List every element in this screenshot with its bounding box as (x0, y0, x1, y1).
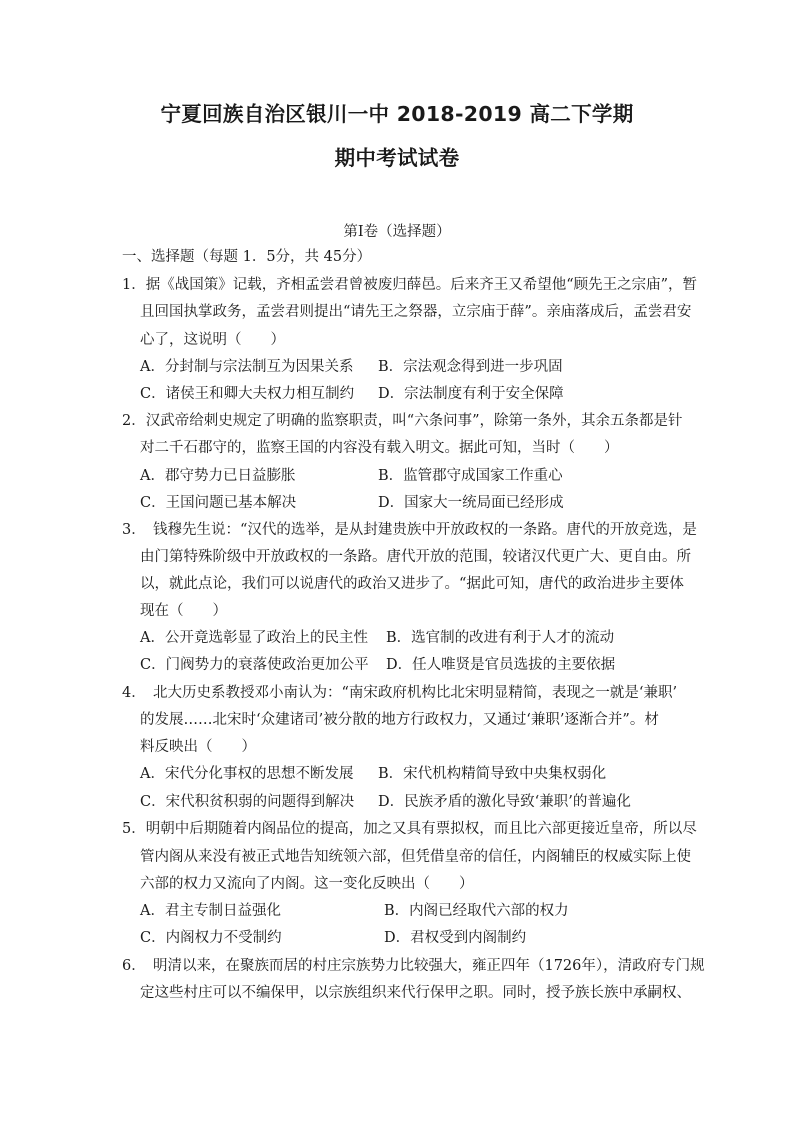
question-stem-line: 料反映出（ ） (140, 739, 256, 755)
option-b: B．选官制的改进有利于人才的流动 (386, 630, 615, 646)
question-stem-line: 的发展……北宋时‘众建诸司’被分散的地方行政权力，又通过‘兼职’逐渐合并”。材 (140, 712, 659, 728)
option-d: D．国家大一统局面已经形成 (378, 495, 564, 511)
option-d: D．任人唯贤是官员选拔的主要依据 (386, 657, 616, 673)
question-stem-line: 且回国执掌政务，孟尝君则提出“请先王之祭器，立宗庙于薛”。亲庙落成后，孟尝君安 (140, 304, 692, 320)
question-stem-line: 现在（ ） (140, 603, 227, 619)
option-b: B．宋代机构精简导致中央集权弱化 (378, 766, 607, 782)
option-d: D．君权受到内阁制约 (384, 930, 527, 946)
question-stem-line: 管内阁从来没有被正式地告知统领六部，但凭借皇帝的信任，内阁辅臣的权威实际上使 (140, 849, 691, 865)
question-stem-line: 对二千石郡守的，监察王国的内容没有载入明文。据此可知，当时（ ） (140, 440, 619, 456)
option-c: C．门阀势力的衰落使政治更加公平 (140, 657, 369, 673)
option-c: C．内阁权力不受制约 (140, 930, 282, 946)
option-c: C．诸侯王和卿大夫权力相互制约 (140, 386, 355, 402)
question-stem-line: 4． 北大历史系教授邓小南认为：“南宋政府机构比北宋明显精简，表现之一就是‘兼职’ (122, 685, 678, 701)
question-stem-line: 由门第特殊阶级中开放政权的一条路。唐代开放的范围，较诸汉代更广大、更自由。所 (140, 549, 691, 565)
option-c: C．宋代积贫积弱的问题得到解决 (140, 794, 355, 810)
option-d: D．民族矛盾的激化导致‘兼职’的普遍化 (378, 794, 631, 810)
option-c: C．王国问题已基本解决 (140, 495, 297, 511)
part-label: 第Ⅰ卷（选择题） (343, 224, 451, 240)
question-stem-line: 心了，这说明（ ） (140, 332, 285, 348)
option-b: B．监管郡守成国家工作重心 (378, 468, 563, 484)
option-d: D．宗法制度有利于安全保障 (378, 386, 564, 402)
exam-title-line2: 期中考试试卷 (334, 146, 460, 170)
option-a: A．公开竟选彰显了政治上的民主性 (140, 630, 368, 646)
option-b: B．宗法观念得到进一步巩固 (378, 359, 563, 375)
question-stem-line: 定这些村庄可以不编保甲，以宗族组织来代行保甲之职。同时，授予族长族中承嗣权、 (140, 985, 691, 1001)
section-heading: 一、选择题（每题 1．5分，共 45分） (122, 249, 372, 265)
exam-title-line1: 宁夏回族自治区银川一中 2018-2019 高二下学期 (160, 102, 634, 126)
option-b: B．内阁已经取代六部的权力 (384, 903, 569, 919)
option-a: A．郡守势力已日益膨胀 (140, 468, 296, 484)
question-stem-line: 1．据《战国策》记载，齐相孟尝君曾被废归薛邑。后来齐王又希望他“顾先王之宗庙”，暂 (122, 277, 698, 293)
question-stem-line: 六部的权力又流向了内阁。这一变化反映出（ ） (140, 876, 474, 892)
question-stem-line: 2．汉武帝给刺史规定了明确的监察职责，叫“六条问事”，除第一条外，其余五条都是针 (122, 413, 683, 429)
option-a: A．君主专制日益强化 (140, 903, 281, 919)
question-stem-line: 6． 明清以来，在聚族而居的村庄宗族势力比较强大，雍正四年（1726年），清政府专门规 (122, 958, 705, 974)
question-stem-line: 以，就此点论，我们可以说唐代的政治又进步了。“据此可知，唐代的政治进步主要体 (140, 576, 684, 592)
question-stem-line: 3． 钱穆先生说：“汉代的选举，是从封建贵族中开放政权的一条路。唐代的开放竞选，是 (122, 522, 697, 538)
option-a: A．宋代分化事权的思想不断发展 (140, 766, 354, 782)
option-a: A．分封制与宗法制互为因果关系 (140, 359, 354, 375)
question-stem-line: 5．明朝中后期随着内阁品位的提高，加之又具有票拟权，而且比六部更接近皇帝，所以尽 (122, 821, 697, 837)
